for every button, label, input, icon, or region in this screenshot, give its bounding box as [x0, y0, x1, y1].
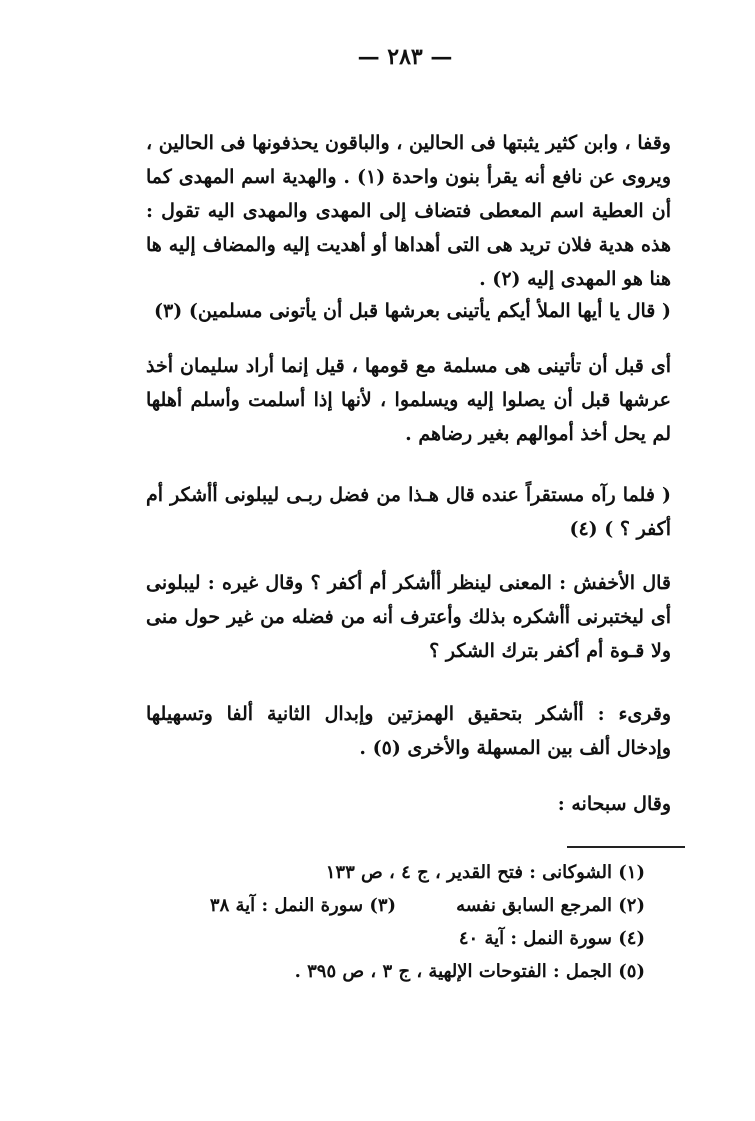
page-number: — ٢٨٣ —: [357, 44, 453, 70]
footnote-divider: [567, 846, 685, 848]
footnote-2: (٢) المرجع السابق نفسه: [456, 895, 645, 916]
footnote-gap: [396, 889, 456, 922]
footnotes: [145, 856, 645, 988]
paragraph-5: وقال سبحانه :: [557, 793, 671, 815]
quran-quote-2: ( فلما رآه مستقراً عنده قال هـذا من فضل ربـى ليبلونى أأشكر أم أكفر ؟ ) (٤): [146, 484, 671, 540]
footnote-row-4: [145, 955, 645, 988]
quran-quote-1: ( قال يا أيها الملأ أيكم يأتينى بعرشها قبل أن يأتونى مسلمين) (٣): [154, 300, 671, 322]
paragraph-2: أى قبل أن تأتينى هى مسلمة مع قومها ، قيل إنما أراد سليمان أخذ عرشها قبل أن يصلوا إليه ويسلموا ، لأنها إذا أسلمت وأسلم أهلها لم يحل أخذ أموالهم بغير رضاهم .: [146, 355, 671, 445]
footnote-5: (٥) الجمل : الفتوحات الإلهية ، ج ٣ ، ص ٣٩٥ .: [294, 961, 645, 982]
footnote-row-3: [145, 922, 645, 955]
footnote-row-2: [145, 889, 645, 922]
paragraph-1: وقفا ، وابن كثير يثبتها فى الحالين ، والباقون يحذفونها فى الحالين ، ويروى عن نافع أنه يقرأ بنون واحدة (١) . والهدية اسم المهدى كما أن العطية اسم المعطى فتضاف إلى المهدى والمهدى اليه تقول : هذه هدية فلان تريد هى التى أهداها أو أهديت إليه والمضاف إليه ها هنا هو المهدى إليه (٢) .: [146, 132, 671, 290]
footnote-row-1: [145, 856, 645, 889]
footnote-3: (٣) سورة النمل : آية ٣٨: [209, 895, 397, 916]
footnote-1: (١) الشوكانى : فتح القدير ، ج ٤ ، ص ١٣٣: [325, 862, 645, 883]
paragraph-4: وقرىء : أأشكر بتحقيق الهمزتين وإبدال الثانية ألفا وتسهيلها وإدخال ألف بين المسهلة والأخرى (٥) .: [146, 703, 671, 759]
footnote-4: (٤) سورة النمل : آية ٤٠: [458, 928, 645, 949]
paragraph-3: قال الأخفش : المعنى لينظر أأشكر أم أكفر ؟ وقال غيره : ليبلونى أى ليختبرنى أأشكره بذلك وأعترف أنه من فضله من غير حول منى ولا قـوة أم أكفر بترك الشكر ؟: [146, 572, 671, 662]
